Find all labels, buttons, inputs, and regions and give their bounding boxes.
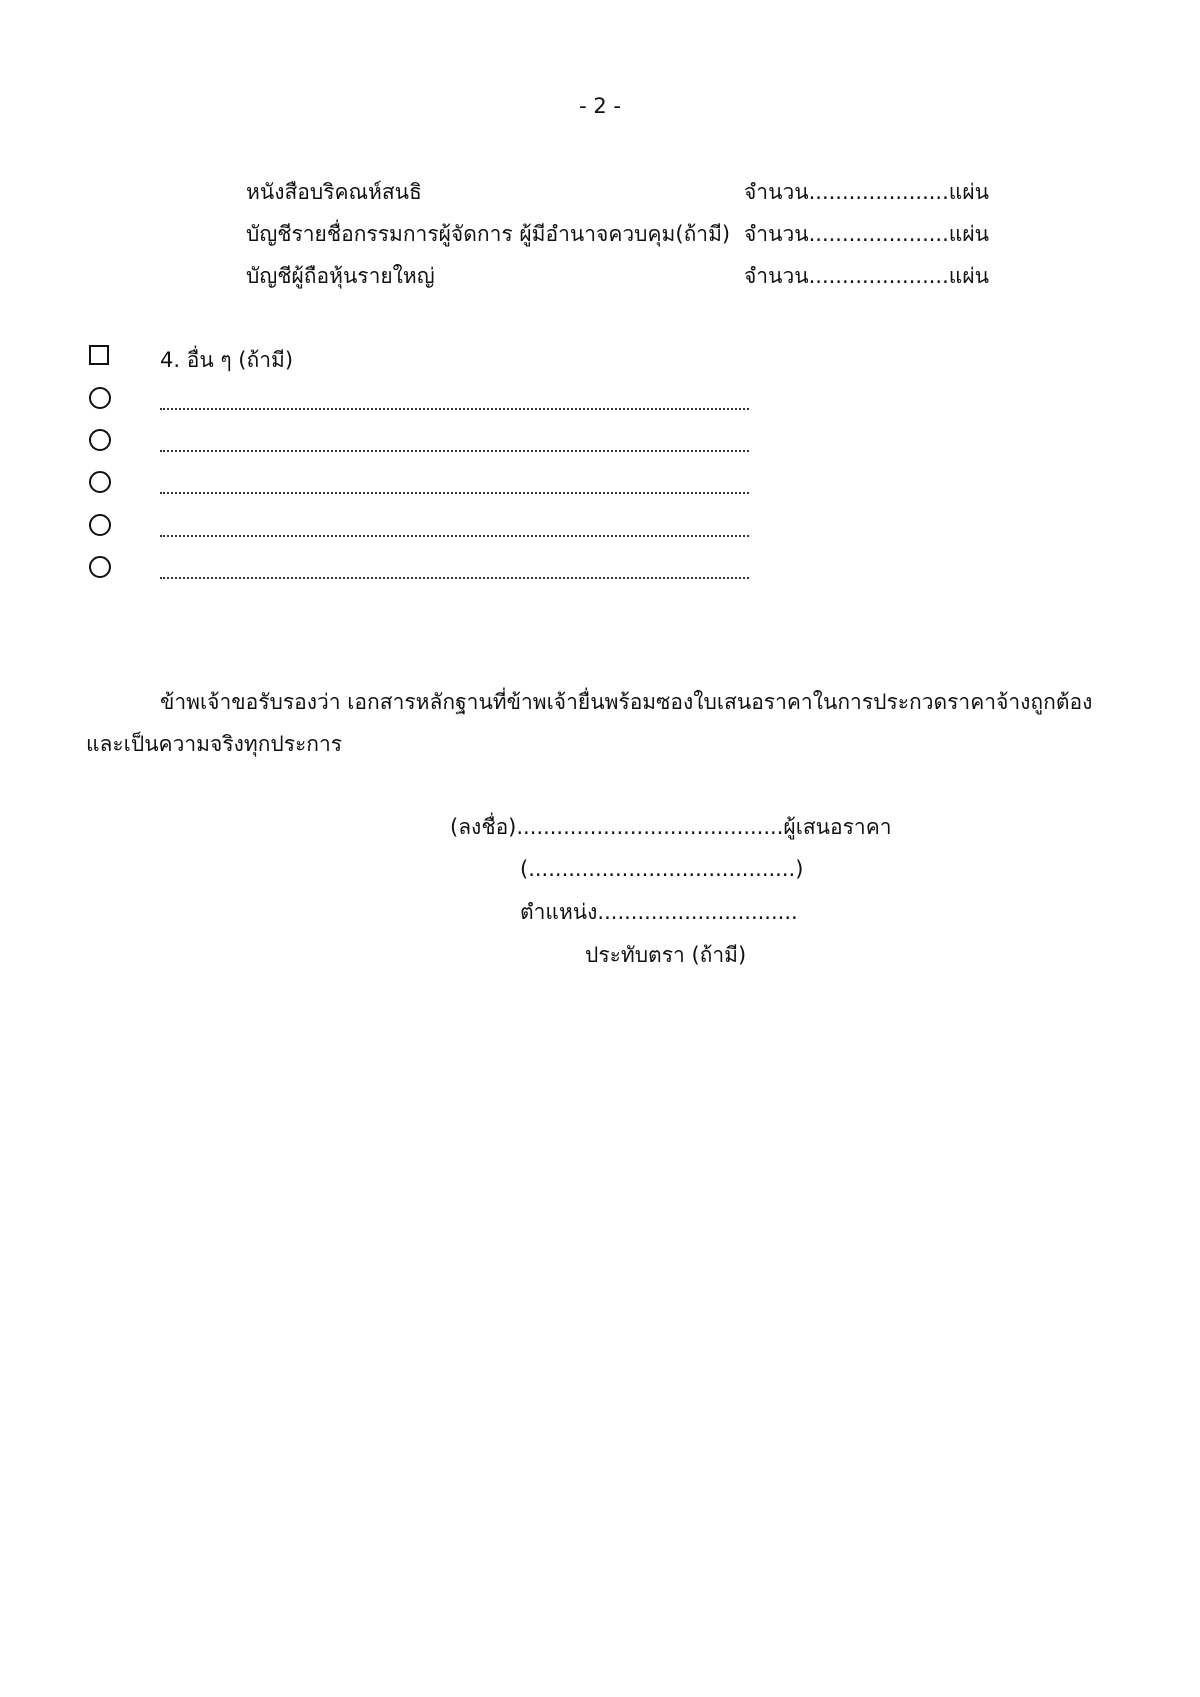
signature-line: (ลงชื่อ)........................................ผู้เสนอราคา [450, 815, 892, 839]
attachment-label: บัญชีรายชื่อกรรมการผู้จัดการ ผู้มีอำนาจควบคุม(ถ้ามี) [246, 222, 731, 246]
other-item-radio[interactable] [89, 471, 111, 493]
other-item-row [89, 513, 749, 541]
other-item-row [89, 470, 749, 498]
position-line: ตำแหน่ง.............................. [520, 900, 798, 924]
other-item-row [89, 428, 749, 456]
attachment-label: หนังสือบริคณห์สนธิ [246, 180, 422, 204]
blank-dotted-line [160, 390, 749, 410]
section-4-checkbox[interactable] [89, 345, 109, 365]
other-item-radio[interactable] [89, 429, 111, 451]
blank-dotted-line [160, 517, 749, 537]
attachment-quantity: จำนวน.....................แผ่น [744, 180, 989, 204]
attachment-row [246, 262, 989, 292]
blank-dotted-line [160, 559, 749, 579]
attachment-quantity: จำนวน.....................แผ่น [744, 264, 989, 288]
attachment-label: บัญชีผู้ถือหุ้นรายใหญ่ [246, 264, 435, 288]
attachment-quantity: จำนวน.....................แผ่น [744, 222, 989, 246]
other-item-radio[interactable] [89, 556, 111, 578]
blank-dotted-line [160, 474, 749, 494]
attachment-row [246, 220, 989, 250]
signer-name-line: (........................................) [520, 857, 804, 881]
section-4-title: 4. อื่น ๆ (ถ้ามี) [160, 348, 294, 372]
other-item-radio[interactable] [89, 514, 111, 536]
other-item-radio[interactable] [89, 387, 111, 409]
page-number: - 2 - [579, 94, 621, 118]
other-item-row [89, 555, 749, 583]
attachment-row [246, 178, 989, 208]
blank-dotted-line [160, 432, 749, 452]
certification-statement: ข้าพเจ้าขอรับรองว่า เอกสารหลักฐานที่ข้าพเจ้ายื่นพร้อมซองใบเสนอราคาในการประกวดราคาจ้างถูกต้องและเป็นความจริงทุกประการ [86, 690, 1093, 756]
other-item-row [89, 386, 749, 414]
seal-line: ประทับตรา (ถ้ามี) [585, 943, 747, 967]
